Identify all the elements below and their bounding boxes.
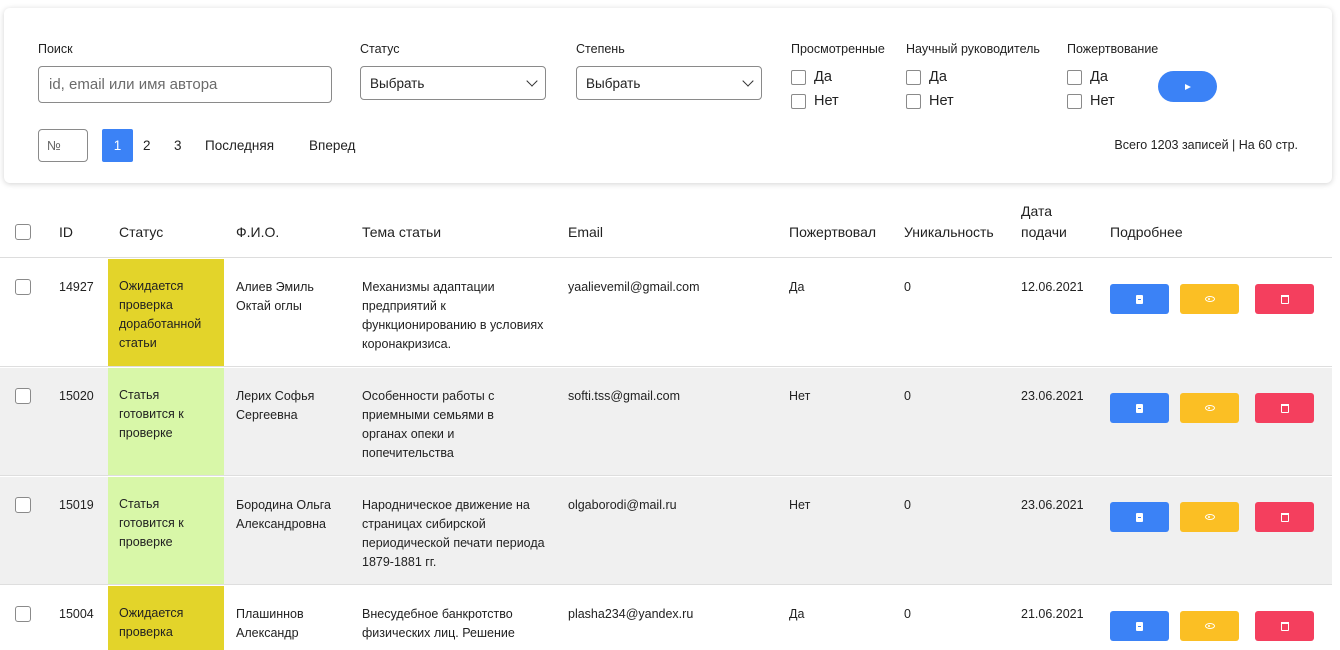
records-total: Всего 1203 записей | На 60 стр. bbox=[1114, 138, 1298, 152]
trash-icon bbox=[1281, 404, 1289, 413]
cell-status bbox=[108, 477, 224, 584]
donation-no-option[interactable] bbox=[1067, 93, 1115, 109]
cell-topic: Особенности работы с приемными семьями в органах опеки и попечительства bbox=[362, 389, 495, 460]
degree-filter-label: Степень bbox=[576, 42, 625, 56]
status-filter-label: Статус bbox=[360, 42, 400, 56]
delete-button[interactable] bbox=[1255, 502, 1314, 532]
viewed-no-label: Нет bbox=[814, 93, 839, 109]
table-row bbox=[0, 586, 1332, 650]
cell-email: softi.tss@gmail.com bbox=[568, 389, 681, 403]
header-uniqueness: Уникальность bbox=[904, 224, 994, 240]
view-button[interactable] bbox=[1180, 502, 1239, 532]
cell-id: 15004 bbox=[59, 607, 94, 621]
donation-no-label: Нет bbox=[1090, 93, 1115, 109]
eye-icon bbox=[1205, 296, 1215, 302]
header-topic: Тема статьи bbox=[362, 224, 442, 240]
eye-icon bbox=[1205, 514, 1215, 520]
cell-uniqueness: 0 bbox=[904, 389, 911, 403]
status-text: Статья готовится к проверке bbox=[119, 388, 184, 440]
row-checkbox[interactable] bbox=[15, 279, 31, 295]
document-icon bbox=[1136, 404, 1143, 413]
degree-select[interactable] bbox=[576, 66, 762, 100]
header-status: Статус bbox=[119, 224, 164, 240]
cell-topic: Внесудебное банкротство физических лиц. Решение bbox=[362, 607, 515, 640]
advisor-yes-label: Да bbox=[929, 69, 947, 85]
chevron-down-icon bbox=[526, 75, 537, 86]
status-select-value: Выбрать bbox=[370, 75, 425, 91]
viewed-yes-option[interactable] bbox=[791, 69, 832, 85]
delete-button[interactable] bbox=[1255, 611, 1314, 641]
cell-name: Бородина Ольга Александровна bbox=[236, 498, 332, 531]
cell-email: plasha234@yandex.ru bbox=[568, 607, 694, 621]
document-icon bbox=[1136, 622, 1143, 631]
trash-icon bbox=[1281, 295, 1289, 304]
search-label: Поиск bbox=[38, 42, 73, 56]
header-email: Email bbox=[568, 224, 604, 240]
cell-uniqueness: 0 bbox=[904, 607, 911, 621]
cell-donated: Нет bbox=[789, 498, 811, 512]
cell-status: Ожидается проверка доработанной статьи bbox=[108, 259, 224, 366]
viewed-no-option[interactable] bbox=[791, 93, 839, 109]
eye-icon bbox=[1205, 405, 1215, 411]
cell-name: Алиев Эмиль Октай оглы bbox=[236, 280, 314, 313]
status-select[interactable] bbox=[360, 66, 546, 100]
header-donated: Пожертвовал bbox=[789, 224, 877, 240]
cell-id: 14927 bbox=[59, 280, 94, 294]
header-id: ID bbox=[59, 224, 73, 240]
view-button[interactable] bbox=[1180, 393, 1239, 423]
delete-button[interactable] bbox=[1255, 284, 1314, 314]
trash-icon bbox=[1281, 513, 1289, 522]
cell-topic: Народническое движение на страницах сибирской периодической печати периода 1879-1881 гг. bbox=[362, 498, 545, 569]
details-button[interactable] bbox=[1110, 393, 1169, 423]
cell-uniqueness: 0 bbox=[904, 498, 911, 512]
advisor-yes-checkbox[interactable] bbox=[906, 70, 921, 85]
eye-icon bbox=[1205, 623, 1215, 629]
status-text: Статья готовится к проверке bbox=[119, 497, 184, 549]
page-number-input[interactable] bbox=[38, 129, 88, 162]
row-checkbox[interactable] bbox=[15, 497, 31, 513]
cell-uniqueness: 0 bbox=[904, 280, 911, 294]
header-name: Ф.И.О. bbox=[236, 224, 280, 240]
advisor-no-option[interactable] bbox=[906, 93, 954, 109]
view-button[interactable] bbox=[1180, 611, 1239, 641]
trash-icon bbox=[1281, 622, 1289, 631]
delete-button[interactable] bbox=[1255, 393, 1314, 423]
advisor-no-label: Нет bbox=[929, 93, 954, 109]
document-icon bbox=[1136, 513, 1143, 522]
details-button[interactable] bbox=[1110, 611, 1169, 641]
cell-email: yaalievemil@gmail.com bbox=[568, 280, 700, 294]
table-row bbox=[0, 477, 1332, 585]
apply-filters-button[interactable] bbox=[1158, 71, 1217, 102]
page-link-1[interactable]: 1 bbox=[102, 129, 133, 162]
advisor-filter-label: Научный руководитель bbox=[906, 42, 1040, 56]
chevron-down-icon bbox=[742, 75, 753, 86]
viewed-filter-label: Просмотренные bbox=[791, 42, 885, 56]
viewed-yes-label: Да bbox=[814, 69, 832, 85]
row-checkbox[interactable] bbox=[15, 606, 31, 622]
header-details: Подробнее bbox=[1110, 224, 1183, 240]
donation-no-checkbox[interactable] bbox=[1067, 94, 1082, 109]
cell-date: 12.06.2021 bbox=[1021, 280, 1084, 294]
page-link-last[interactable]: Последняя bbox=[205, 138, 275, 153]
document-icon bbox=[1136, 295, 1143, 304]
table-row bbox=[0, 368, 1332, 476]
donation-yes-label: Да bbox=[1090, 69, 1108, 85]
row-checkbox[interactable] bbox=[15, 388, 31, 404]
cell-date: 21.06.2021 bbox=[1021, 607, 1084, 621]
cell-id: 15020 bbox=[59, 389, 94, 403]
filter-panel bbox=[4, 8, 1332, 183]
cell-id: 15019 bbox=[59, 498, 94, 512]
degree-select-value: Выбрать bbox=[586, 75, 641, 91]
page-link-3[interactable]: 3 bbox=[174, 138, 182, 153]
viewed-no-checkbox[interactable] bbox=[791, 94, 806, 109]
table-header bbox=[0, 190, 1332, 258]
advisor-yes-option[interactable] bbox=[906, 69, 947, 85]
header-date-line1: Дата bbox=[1021, 203, 1053, 219]
search-input[interactable] bbox=[38, 66, 332, 103]
advisor-no-checkbox[interactable] bbox=[906, 94, 921, 109]
page-link-2[interactable]: 2 bbox=[143, 138, 151, 153]
table-row bbox=[0, 259, 1332, 367]
view-button[interactable] bbox=[1180, 284, 1239, 314]
cell-donated: Нет bbox=[789, 389, 811, 403]
select-all-checkbox[interactable] bbox=[15, 224, 31, 240]
details-button[interactable] bbox=[1110, 284, 1169, 314]
cell-name: Плашиннов Александр bbox=[236, 607, 304, 640]
donation-yes-option[interactable] bbox=[1067, 69, 1108, 85]
header-date-line2: подачи bbox=[1021, 224, 1067, 240]
viewed-yes-checkbox[interactable] bbox=[791, 70, 806, 85]
cell-email: olgaborodi@mail.ru bbox=[568, 498, 677, 512]
donation-filter-label: Пожертвование bbox=[1067, 42, 1159, 56]
cell-topic: Механизмы адаптации предприятий к функционированию в условиях коронакризиса. bbox=[362, 280, 544, 351]
donation-yes-checkbox[interactable] bbox=[1067, 70, 1082, 85]
page-link-next[interactable]: Вперед bbox=[309, 138, 356, 153]
cell-status bbox=[108, 368, 224, 475]
details-button[interactable] bbox=[1110, 502, 1169, 532]
cell-donated: Да bbox=[789, 607, 805, 621]
cell-date: 23.06.2021 bbox=[1021, 389, 1084, 403]
play-icon bbox=[1185, 84, 1191, 90]
cell-status: Ожидается проверка bbox=[108, 586, 224, 650]
cell-date: 23.06.2021 bbox=[1021, 498, 1084, 512]
cell-donated: Да bbox=[789, 280, 805, 294]
cell-name: Лерих Софья Сергеевна bbox=[236, 389, 315, 422]
